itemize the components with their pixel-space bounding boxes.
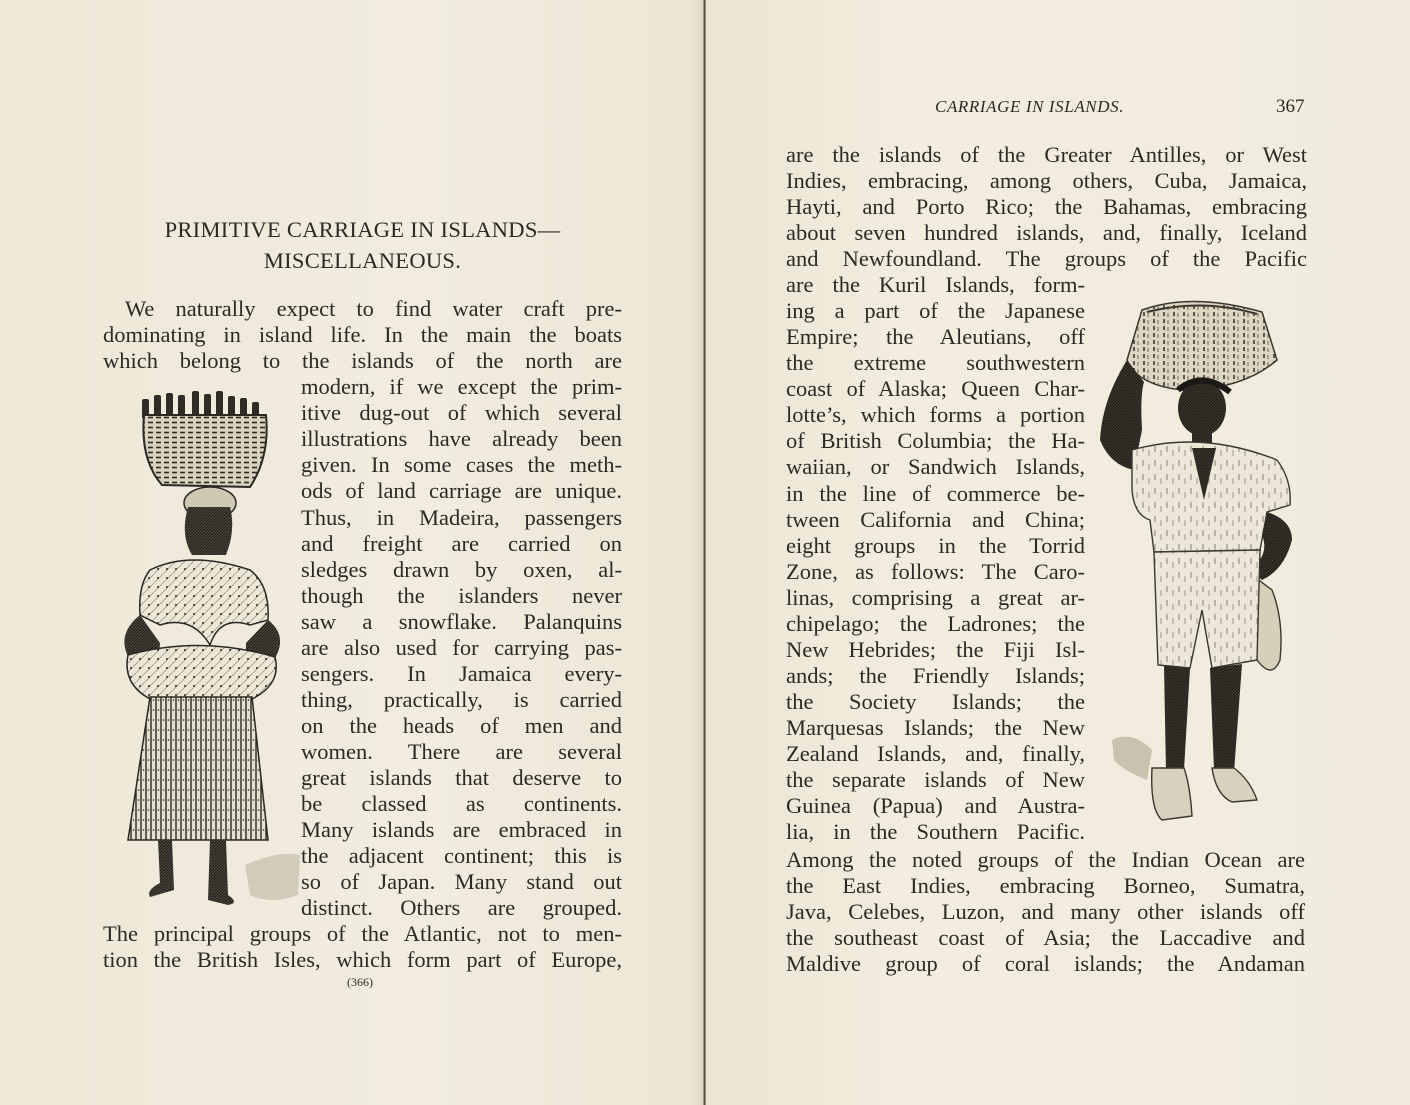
text-line: Thus, in Madeira, passengers bbox=[301, 505, 622, 530]
text-line: sengers. In Jamaica every- bbox=[301, 661, 622, 686]
text-line: Maldive group of coral islands; the Andaman bbox=[786, 951, 1305, 976]
text-line: and Newfoundland. The groups of the Pacific bbox=[786, 246, 1307, 271]
text-line: given. In some cases the meth- bbox=[301, 452, 622, 477]
text-line: so of Japan. Many stand out bbox=[301, 869, 622, 894]
page-number: 367 bbox=[1276, 96, 1305, 117]
text-line: on the heads of men and bbox=[301, 713, 622, 738]
text-line: lia, in the Southern Pacific. bbox=[786, 819, 1085, 844]
text-line: Empire; the Aleutians, off bbox=[786, 324, 1085, 349]
text-line: Indies, embracing, among others, Cuba, Jamaica, bbox=[786, 168, 1307, 193]
text-line: distinct. Others are grouped. bbox=[301, 895, 622, 920]
text-line: Hayti, and Porto Rico; the Bahamas, embracing bbox=[786, 194, 1307, 219]
text-line: Many islands are embraced in bbox=[301, 817, 622, 842]
text-line: sledges drawn by oxen, al- bbox=[301, 557, 622, 582]
page-number: (366) bbox=[347, 975, 373, 989]
text-line: and freight are carried on bbox=[301, 531, 622, 556]
text-line: though the islanders never bbox=[301, 583, 622, 608]
text-line: illustrations have already been bbox=[301, 426, 622, 451]
gutter-shadow bbox=[690, 0, 703, 1105]
text-line: Marquesas Islands; the New bbox=[786, 715, 1085, 740]
text-line: Guinea (Papua) and Austra- bbox=[786, 793, 1085, 818]
running-head: CARRIAGE IN ISLANDS. bbox=[935, 97, 1125, 116]
text-line: Zone, as follows: The Caro- bbox=[786, 559, 1085, 584]
woman-with-basket-illustration bbox=[100, 385, 300, 910]
text-line: the separate islands of New bbox=[786, 767, 1085, 792]
text-line: waiian, or Sandwich Islands, bbox=[786, 454, 1085, 479]
text-line: the adjacent continent; this is bbox=[301, 843, 622, 868]
text-line: which belong to the islands of the north are bbox=[103, 348, 622, 373]
text-line: ands; the Friendly Islands; bbox=[786, 663, 1085, 688]
text-line: the East Indies, embracing Borneo, Sumatra, bbox=[786, 873, 1305, 898]
text-line: tion the British Isles, which form part of Europe, bbox=[103, 947, 622, 972]
text-line: chipelago; the Ladrones; the bbox=[786, 611, 1085, 636]
text-line: great islands that deserve to bbox=[301, 765, 622, 790]
text-line: Zealand Islands, and, finally, bbox=[786, 741, 1085, 766]
text-line: be classed as continents. bbox=[301, 791, 622, 816]
text-line: of British Columbia; the Ha- bbox=[786, 428, 1085, 453]
text-line: about seven hundred islands, and, finally, Iceland bbox=[786, 220, 1307, 245]
chapter-title-line-1: PRIMITIVE CARRIAGE IN ISLANDS— bbox=[164, 217, 561, 242]
text-line: itive dug-out of which several bbox=[301, 400, 622, 425]
text-line: ods of land carriage are unique. bbox=[301, 478, 622, 503]
man-with-basket-illustration bbox=[1092, 290, 1310, 835]
text-line: thing, practically, is carried bbox=[301, 687, 622, 712]
text-line: coast of Alaska; Queen Char- bbox=[786, 376, 1085, 401]
text-line: women. There are several bbox=[301, 739, 622, 764]
text-line: ing a part of the Japanese bbox=[786, 298, 1085, 323]
text-line: are also used for carrying pas- bbox=[301, 635, 622, 660]
text-line: tween California and China; bbox=[786, 507, 1085, 532]
text-line: are the Kuril Islands, form- bbox=[786, 272, 1085, 297]
text-line: Among the noted groups of the Indian Ocean are bbox=[786, 847, 1305, 872]
left-page bbox=[0, 0, 704, 1105]
text-line: in the line of commerce be- bbox=[786, 481, 1085, 506]
text-line: the Society Islands; the bbox=[786, 689, 1085, 714]
text-line: eight groups in the Torrid bbox=[786, 533, 1085, 558]
text-line: dominating in island life. In the main the boats bbox=[103, 322, 622, 347]
text-line: New Hebrides; the Fiji Isl- bbox=[786, 637, 1085, 662]
text-line: linas, comprising a great ar- bbox=[786, 585, 1085, 610]
text-line: We naturally expect to find water craft pre- bbox=[125, 296, 622, 321]
chapter-title-line-2: MISCELLANEOUS. bbox=[263, 248, 462, 273]
text-line: the extreme southwestern bbox=[786, 350, 1085, 375]
text-line: Java, Celebes, Luzon, and many other islands off bbox=[786, 899, 1305, 924]
text-line: the southeast coast of Asia; the Laccadive and bbox=[786, 925, 1305, 950]
text-line: modern, if we except the prim- bbox=[301, 374, 622, 399]
text-line: The principal groups of the Atlantic, not to men- bbox=[103, 921, 622, 946]
text-line: lotte’s, which forms a portion bbox=[786, 402, 1085, 427]
text-line: are the islands of the Greater Antilles, or West bbox=[786, 142, 1307, 167]
text-line: saw a snowflake. Palanquins bbox=[301, 609, 622, 634]
